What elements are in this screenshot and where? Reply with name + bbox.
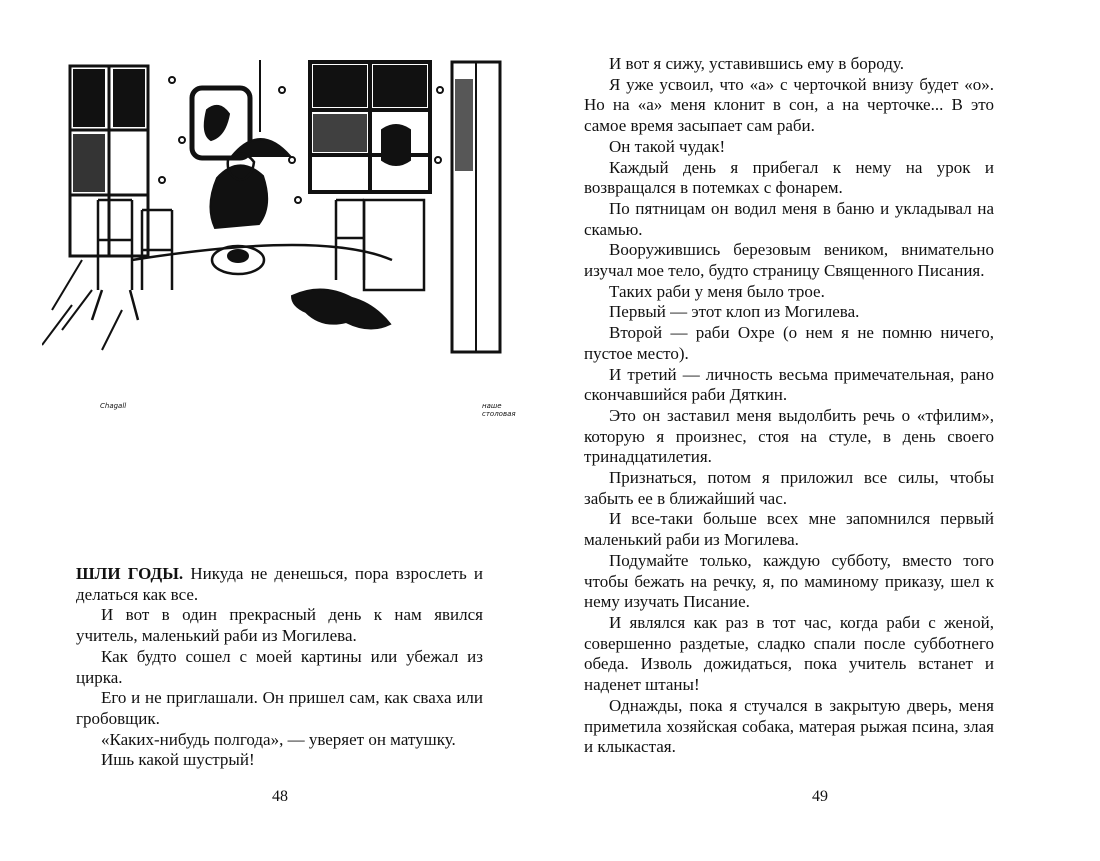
paragraph: Это он заставил меня выдолбить речь о «тфилим», которую я произнес, стоя на стуле, в день своего тринадцатилетия. xyxy=(584,405,994,467)
paragraph: Второй — раби Охре (о нем я не помню ничего, пустое место). xyxy=(584,323,994,363)
paragraph: Его и не приглашали. Он пришел сам, как сваха или гробовщик. xyxy=(76,688,483,728)
paragraph: И третий — личность весьма примечательная, рано скончавшийся раби Дяткин. xyxy=(584,364,994,405)
paragraph: Он такой чудак! xyxy=(609,136,726,156)
paragraph: И являлся как раз в тот час, когда раби с женой, совершенно раздетые, сладко спали после субботнего обеда. Изволь дожидаться, пока учитель встанет и наденет штаны! xyxy=(584,612,994,695)
paragraph: Как будто сошел с моей картины или убежал из цирка. xyxy=(76,646,483,687)
left-page-text xyxy=(76,564,483,771)
paragraph: И вот я сижу, уставившись ему в бороду. xyxy=(609,54,904,73)
page-number: 48 xyxy=(272,788,288,805)
paragraph: Подумайте только, каждую субботу, вместо того чтобы бежать на речку, я, по маминому приказу, шел к нему изучать Писание. xyxy=(584,550,994,612)
right-page xyxy=(550,0,1100,861)
paragraph: Я уже усвоил, что «а» с черточкой внизу будет «о». Но на «а» меня клонит в сон, а на черточке... В это самое время засыпает сам раби. xyxy=(584,74,994,136)
page-number: 49 xyxy=(812,788,828,805)
opening-paragraph-text: Никуда не денешься, пора взрослеть и делаться как все. xyxy=(76,564,483,604)
opening-paragraph xyxy=(76,564,483,605)
paragraph: Ишь какой шустрый! xyxy=(101,750,255,770)
paragraph: Вооружившись березовым веником, внимательно изучал мое тело, будто страницу Священного Писания. xyxy=(584,240,994,281)
paragraph: По пятницам он водил меня в баню и укладывал на скамью. xyxy=(584,198,994,239)
illustration-caption: наше столовая xyxy=(482,402,516,418)
paragraph: Первый — этот клоп из Могилева. xyxy=(609,302,860,322)
artist-signature: Chagall xyxy=(100,402,127,410)
right-page-text xyxy=(584,54,994,758)
paragraph: И вот в один прекрасный день к нам явился учитель, маленький раби из Могилева. xyxy=(76,605,483,646)
illustration xyxy=(42,60,518,418)
paragraph: Каждый день я прибегал к нему на урок и возвращался в потемках с фонарем. xyxy=(584,157,994,198)
paragraph: «Каких-нибудь полгода», — уверяет он матушку. xyxy=(101,729,456,749)
chagall-interior-drawing-icon xyxy=(42,60,518,360)
chapter-lead-in: ШЛИ ГОДЫ. xyxy=(76,564,184,583)
paragraph: И все-таки больше всех мне запомнился первый маленький раби из Могилева. xyxy=(584,509,994,550)
paragraph: Признаться, потом я приложил все силы, чтобы забыть ее в ближайший час. xyxy=(584,468,994,508)
paragraph: Однажды, пока я стучался в закрытую дверь, меня приметила хозяйская собака, матерая рыжая псина, злая и клыкастая. xyxy=(584,695,994,757)
paragraph: Таких раби у меня было трое. xyxy=(609,281,825,301)
